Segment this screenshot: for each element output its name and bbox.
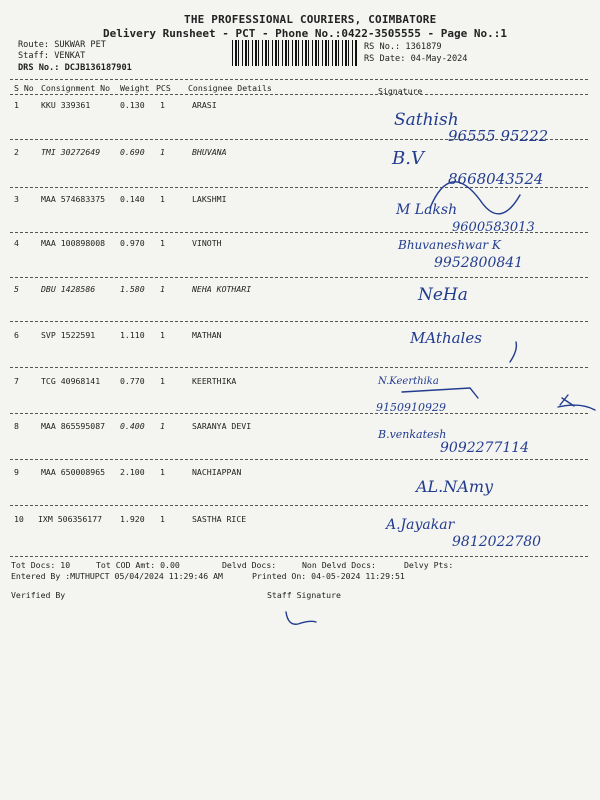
row-consignment: DBU 1428586	[41, 284, 96, 294]
row-sno: 7	[14, 376, 19, 386]
signature-name: AL.NAmy	[416, 477, 494, 496]
non-delivered-docs: Non Delvd Docs:	[302, 560, 376, 570]
row-consignment: TMI 30272649	[41, 147, 101, 157]
row-consignee: ARASI	[192, 100, 217, 110]
staff-signature-label: Staff Signature	[267, 590, 341, 600]
staff-signature-mark	[282, 608, 322, 634]
row-weight: 0.690	[120, 147, 145, 157]
delivered-docs: Delvd Docs:	[222, 560, 277, 570]
signature-phone: 9952800841	[434, 255, 524, 271]
signature-name: Bhuvaneshwar K	[398, 238, 501, 252]
row-weight: 0.970	[120, 238, 145, 248]
col-pcs: PCS	[156, 83, 171, 93]
signature-phone: 9092277114	[440, 440, 530, 456]
ink-stroke	[286, 612, 316, 624]
entered-by: Entered By :MUTHUPCT 05/04/2024 11:29:46 AM	[11, 571, 223, 581]
signature-phone: 8668043524	[448, 170, 544, 188]
col-consignee: Consignee Details	[188, 83, 272, 93]
row-pcs: 1	[160, 284, 165, 294]
company-title: THE PROFESSIONAL COURIERS, COIMBATORE	[184, 13, 437, 26]
total-docs: Tot Docs: 10	[11, 560, 71, 570]
signature-phone: 9600583013	[452, 220, 535, 235]
signature-phone: 96555 95222	[448, 127, 549, 145]
signature-name: N.Keerthika	[378, 376, 439, 387]
row-consignee: BHUVANA	[192, 147, 227, 157]
delivery-points: Delvy Pts:	[404, 560, 454, 570]
header-divider-bottom	[10, 94, 588, 95]
signature-name: B.venkatesh	[378, 428, 447, 441]
runsheet-title: Delivery Runsheet - PCT - Phone No.:0422-3505555 - Page No.:1	[103, 27, 507, 40]
row-weight: 2.100	[120, 467, 145, 477]
row-pcs: 1	[160, 376, 165, 386]
row-consignee: LAKSHMI	[192, 194, 227, 204]
ink-stroke	[558, 405, 595, 410]
row-consignment: SVP 1522591	[41, 330, 96, 340]
row-pcs: 1	[160, 100, 165, 110]
col-weight: Weight	[120, 83, 150, 93]
row-consignee: VINOTH	[192, 238, 222, 248]
row-pcs: 1	[160, 467, 165, 477]
row-pcs: 1	[160, 330, 165, 340]
row-consignee: KEERTHIKA	[192, 376, 237, 386]
total-cod-amount: Tot COD Amt: 0.00	[96, 560, 180, 570]
row-consignee: MATHAN	[192, 330, 222, 340]
col-consignment: Consignment No	[41, 83, 111, 93]
row-weight: 0.400	[120, 421, 145, 431]
row-weight: 0.140	[120, 194, 145, 204]
signature-ink-strokes	[370, 100, 600, 560]
ink-stroke	[430, 182, 520, 214]
row-consignment: MAA 865595087	[41, 421, 106, 431]
row-weight: 1.920	[120, 514, 145, 524]
row-sno: 4	[14, 238, 19, 248]
rs-number: RS No.: 1361879	[364, 42, 442, 52]
ink-stroke	[560, 395, 574, 406]
row-sno: 6	[14, 330, 19, 340]
row-consignee: NEHA KOTHARI	[192, 284, 252, 294]
row-weight: 0.130	[120, 100, 145, 110]
row-pcs: 1	[160, 421, 165, 431]
row-sno: 9	[14, 467, 19, 477]
row-sno: 2	[14, 147, 19, 157]
row-pcs: 1	[160, 147, 165, 157]
col-signature: Signature	[378, 86, 423, 96]
row-consignment: MAA 100898008	[41, 238, 106, 248]
ink-stroke	[510, 342, 516, 362]
row-consignment: MAA 574683375	[41, 194, 106, 204]
rs-date: RS Date: 04-May-2024	[364, 54, 468, 64]
row-consignment: IXM 506356177	[38, 514, 103, 524]
staff-label: Staff: VENKAT	[18, 51, 86, 61]
row-sno: 8	[14, 421, 19, 431]
row-sno: 5	[14, 284, 19, 294]
row-weight: 0.770	[120, 376, 145, 386]
route-label: Route: SUKWAR PET	[18, 40, 106, 50]
printed-on: Printed On: 04-05-2024 11:29:51	[252, 571, 405, 581]
row-consignment: TCG 40968141	[41, 376, 101, 386]
signature-name: M Laksh	[396, 202, 458, 218]
drs-number: DRS No.: DCJB136187901	[18, 63, 132, 73]
row-pcs: 1	[160, 194, 165, 204]
row-sno: 1	[14, 100, 19, 110]
row-consignment: MAA 650008965	[41, 467, 106, 477]
barcode	[232, 40, 357, 66]
col-sno: S No	[14, 83, 34, 93]
signature-name: Sathish	[394, 110, 459, 130]
row-consignee: NACHIAPPAN	[192, 467, 242, 477]
verified-by-label: Verified By	[11, 590, 66, 600]
signature-phone: 9150910929	[376, 401, 446, 414]
row-consignee: SARANYA DEVI	[192, 421, 252, 431]
signature-name: MAthales	[410, 329, 482, 347]
row-pcs: 1	[160, 238, 165, 248]
header-divider-top	[10, 79, 588, 80]
signature-phone: 9812022780	[452, 534, 542, 550]
footer-divider	[10, 556, 588, 557]
signature-name: B.V	[392, 148, 424, 169]
ink-stroke	[402, 388, 478, 398]
signature-name: A.Jayakar	[386, 517, 455, 533]
row-weight: 1.110	[120, 330, 145, 340]
row-consignment: KKU 339361	[41, 100, 91, 110]
row-weight: 1.580	[120, 284, 145, 294]
row-sno: 3	[14, 194, 19, 204]
row-sno: 10	[14, 514, 24, 524]
row-consignee: SASTHA RICE	[192, 514, 247, 524]
row-pcs: 1	[160, 514, 165, 524]
signature-name: NeHa	[418, 285, 468, 305]
